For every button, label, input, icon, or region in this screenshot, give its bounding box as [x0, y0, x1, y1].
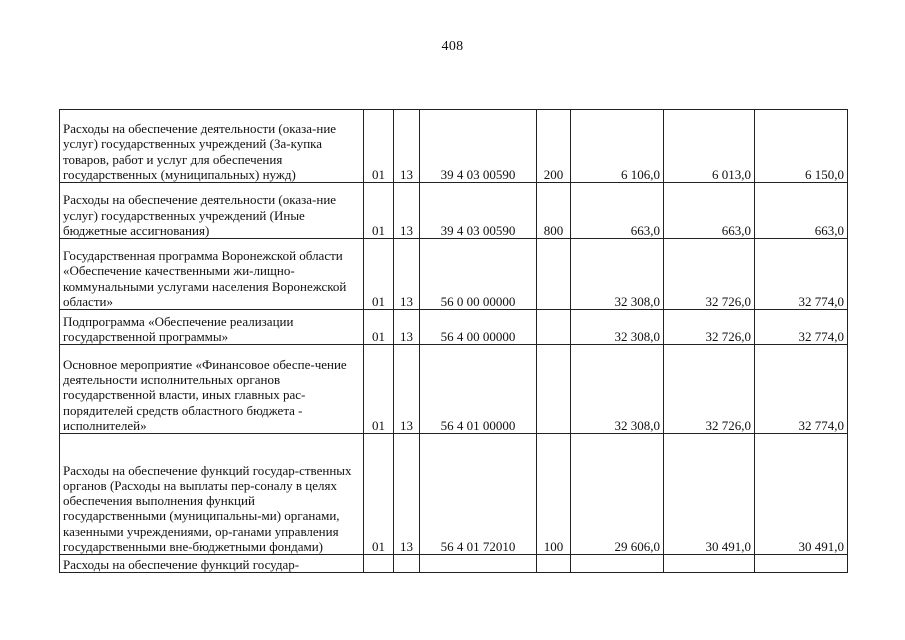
table-row [60, 183, 848, 239]
row-name: Подпрограмма «Обеспечение реализации государственной программы» [60, 310, 364, 345]
amount-year-1: 32 308,0 [571, 345, 664, 434]
amount-year-1: 663,0 [571, 183, 664, 239]
section-code [364, 555, 394, 573]
expense-type-code [537, 345, 571, 434]
amount-year-2: 32 726,0 [664, 310, 755, 345]
section-code: 01 [364, 110, 394, 183]
amount-year-1: 32 308,0 [571, 310, 664, 345]
target-article-code: 56 4 00 00000 [420, 310, 537, 345]
row-name: Расходы на обеспечение деятельности (оказа-ние услуг) государственных учреждений (Иные бюджетные ассигнования) [60, 183, 364, 239]
table-row [60, 434, 848, 555]
expense-type-code: 200 [537, 110, 571, 183]
subsection-code: 13 [394, 239, 420, 310]
table-row [60, 110, 848, 183]
target-article-code: 56 4 01 00000 [420, 345, 537, 434]
amount-year-1: 6 106,0 [571, 110, 664, 183]
amount-year-3: 32 774,0 [755, 239, 848, 310]
subsection-code [394, 555, 420, 573]
budget-table [59, 109, 848, 573]
amount-year-1: 29 606,0 [571, 434, 664, 555]
target-article-code: 56 4 01 72010 [420, 434, 537, 555]
section-code: 01 [364, 345, 394, 434]
subsection-code: 13 [394, 345, 420, 434]
target-article-code [420, 555, 537, 573]
amount-year-1 [571, 555, 664, 573]
subsection-code: 13 [394, 434, 420, 555]
section-code: 01 [364, 310, 394, 345]
section-code: 01 [364, 239, 394, 310]
table-row [60, 310, 848, 345]
subsection-code: 13 [394, 110, 420, 183]
target-article-code: 56 0 00 00000 [420, 239, 537, 310]
expense-type-code [537, 310, 571, 345]
subsection-code: 13 [394, 310, 420, 345]
amount-year-3: 6 150,0 [755, 110, 848, 183]
expense-type-code: 100 [537, 434, 571, 555]
table-row [60, 239, 848, 310]
page-number: 408 [441, 39, 464, 54]
amount-year-2: 663,0 [664, 183, 755, 239]
target-article-code: 39 4 03 00590 [420, 183, 537, 239]
amount-year-3: 663,0 [755, 183, 848, 239]
row-name: Расходы на обеспечение функций государ-ственных органов (Расходы на выплаты пер-соналу в целях обеспечения выполнения функций государственными (муниципальны-ми) органами, казенными учреждениями, ор-ганами управления государственными вне-бюджетными фондами) [60, 434, 364, 555]
row-name: Государственная программа Воронежской области «Обеспечение качественными жи-лищно-коммунальными услугами населения Воронежской области» [60, 239, 364, 310]
expense-type-code [537, 239, 571, 310]
amount-year-3: 30 491,0 [755, 434, 848, 555]
subsection-code: 13 [394, 183, 420, 239]
amount-year-3: 32 774,0 [755, 310, 848, 345]
amount-year-2: 32 726,0 [664, 239, 755, 310]
expense-type-code [537, 555, 571, 573]
table-row [60, 345, 848, 434]
amount-year-2: 6 013,0 [664, 110, 755, 183]
amount-year-3 [755, 555, 848, 573]
row-name: Расходы на обеспечение функций государ- [60, 555, 364, 573]
table-row [60, 555, 848, 573]
section-code: 01 [364, 434, 394, 555]
section-code: 01 [364, 183, 394, 239]
amount-year-1: 32 308,0 [571, 239, 664, 310]
amount-year-3: 32 774,0 [755, 345, 848, 434]
row-name: Расходы на обеспечение деятельности (оказа-ние услуг) государственных учреждений (За-купка товаров, работ и услуг для обеспечения государственных (муниципальных) нужд) [60, 110, 364, 183]
expense-type-code: 800 [537, 183, 571, 239]
target-article-code: 39 4 03 00590 [420, 110, 537, 183]
amount-year-2: 30 491,0 [664, 434, 755, 555]
amount-year-2 [664, 555, 755, 573]
amount-year-2: 32 726,0 [664, 345, 755, 434]
row-name: Основное мероприятие «Финансовое обеспе-чение деятельности исполнительных органов государственной власти, иных главных рас-порядителей средств областного бюджета - исполнителей» [60, 345, 364, 434]
